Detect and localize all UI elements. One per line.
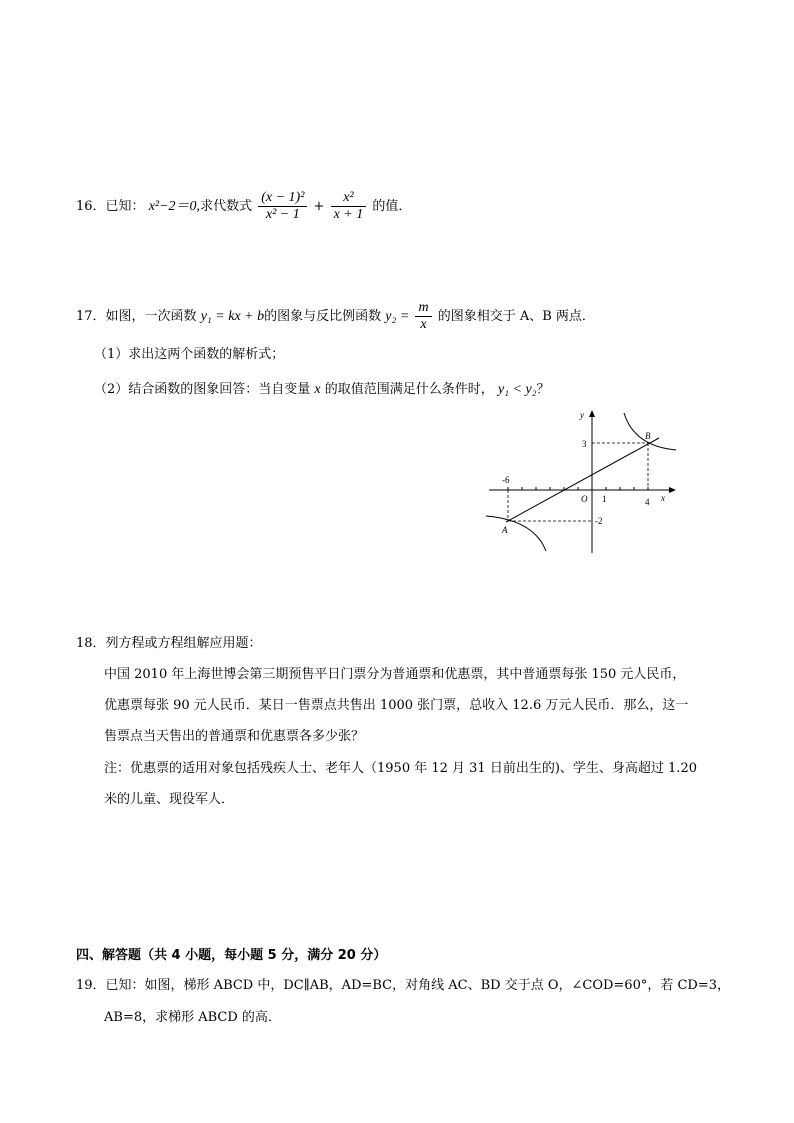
graph-point-a: A (502, 525, 508, 535)
q17-part-1: （1）求出这两个函数的解析式； (94, 347, 285, 362)
q16-f2-denominator: x + 1 (333, 207, 364, 222)
linear-function-line (506, 438, 659, 522)
q18-number: 18． (76, 636, 106, 651)
q17-part-2-question: ？ (536, 382, 550, 397)
q17-number: 17． (76, 309, 106, 324)
question-18-title (76, 634, 262, 654)
q16-f2-numerator: x² (331, 190, 367, 207)
graph-tick-neg6: -6 (502, 475, 510, 485)
q16-plus: + (313, 199, 325, 214)
question-19-line-1 (76, 976, 730, 996)
q17-part-2-inequality: y₁ < y₂ (497, 382, 537, 397)
q17-mid: 的图象与反比例函数 (264, 309, 382, 324)
graph-origin-label: O (581, 494, 588, 504)
q18-line-5: 米的儿童、现役军人． (104, 792, 235, 807)
graph-tick-3: 3 (582, 439, 587, 449)
q17-frac-numerator: m (415, 300, 431, 317)
q17-linear-function: y₁ = kx + b (200, 309, 265, 324)
graph-tick-1: 1 (602, 494, 607, 504)
q16-lead: 已知： (105, 199, 145, 214)
x-axis-arrow-icon (669, 487, 676, 493)
q17-inverse-function: y₂ = (385, 309, 410, 324)
q18-line-4: 注：优惠票的适用对象包括残疾人士、老年人（1950 年 12 月 31 日前出生的)、学生、身高超过 1.20 (104, 761, 697, 776)
graph-tick-neg2: -2 (595, 516, 603, 526)
graph-tick-4: 4 (645, 497, 650, 507)
y-axis-arrow-icon (589, 410, 595, 417)
q18-title: 列方程或方程组解应用题： (105, 636, 262, 651)
q17-part-2-x: x (314, 382, 321, 397)
q16-condition: x²−2＝0, (148, 199, 201, 214)
section-4-heading: 四、解答题（共 4 小题，每小题 5 分，满分 20 分） (76, 948, 387, 963)
q18-line-1: 中国 2010 年上海世博会第三期预售平日门票分为普通票和优惠票，其中普通票每张 150 元人民币， (104, 667, 686, 682)
graph-point-b: B (645, 431, 651, 441)
q16-fraction-1 (258, 190, 307, 223)
q17-part-2 (94, 380, 550, 400)
q17-lead: 如图，一次函数 (105, 309, 197, 324)
q17-function-graph (484, 408, 684, 558)
graph-y-label: y (580, 410, 584, 420)
q16-mid: 求代数式 (200, 199, 253, 214)
q16-f1-numerator: (x − 1)² (258, 190, 307, 207)
q16-tail: 的值． (372, 199, 412, 214)
q17-part-2-b: 的取值范围满足什么条件时， (324, 382, 494, 397)
question-17 (76, 300, 595, 333)
q16-fraction-2 (331, 190, 367, 223)
graph-x-label: x (661, 493, 665, 503)
q17-tail: 的图象相交于 A、B 两点． (437, 309, 595, 324)
q17-part-2-a: （2）结合函数的图象回答：当自变量 (94, 382, 311, 397)
q18-line-3: 售票点当天售出的普通票和优惠票各多少张？ (104, 729, 365, 744)
q17-frac-denominator: x (420, 317, 427, 332)
q16-number: 16． (76, 199, 106, 214)
q17-fraction (415, 300, 431, 333)
q18-line-2: 优惠票每张 90 元人民币．某日一售票点共售出 1000 张门票，总收入 12.6 万元人民币．那么，这一 (104, 698, 689, 713)
q16-f1-denominator: x² − 1 (265, 207, 300, 222)
q19-number: 19． (76, 978, 106, 993)
q19-text-1: 已知：如图，梯形 ABCD 中，DC∥AB，AD=BC，对角线 AC、BD 交于点 O，∠COD=60°，若 CD=3， (105, 978, 731, 993)
question-16 (76, 190, 411, 223)
question-19-line-2: AB=8，求梯形 ABCD 的高． (104, 1010, 281, 1025)
